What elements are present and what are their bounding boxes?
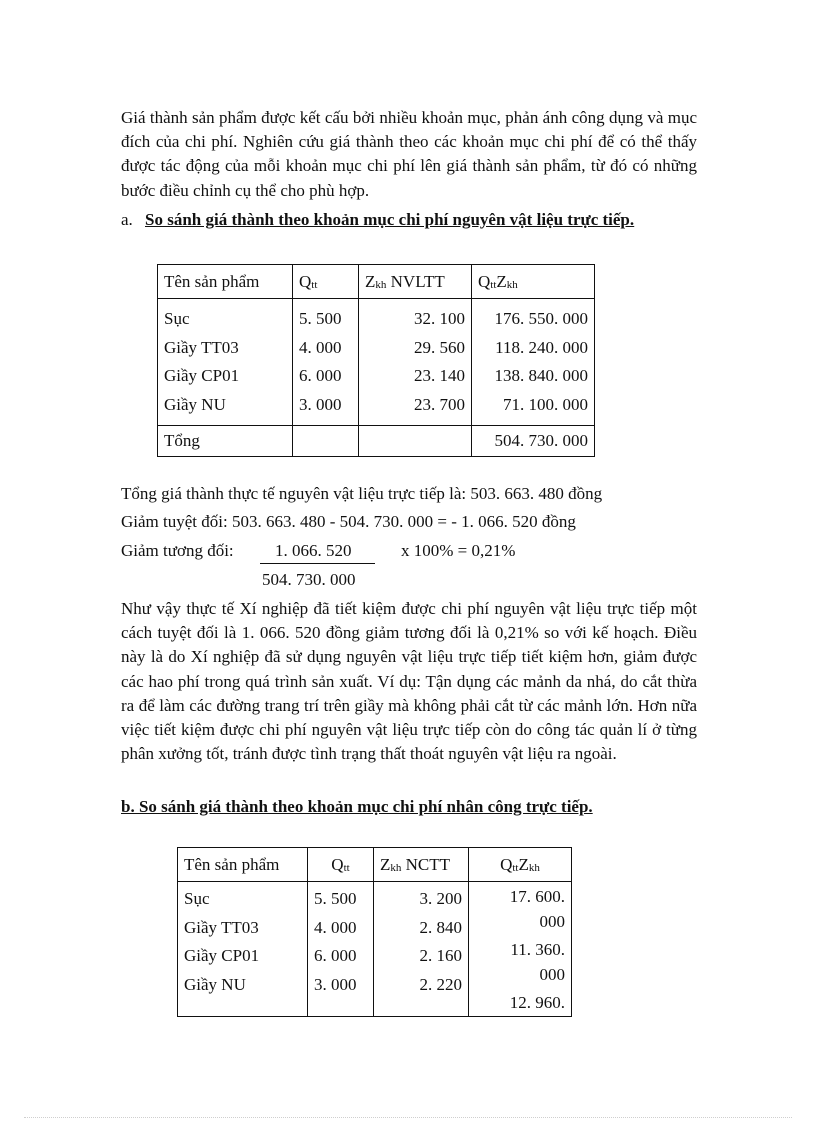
col-zkh-values bbox=[374, 882, 469, 1017]
relative-decrease-result: x 100% = 0,21% bbox=[401, 541, 516, 560]
zkh-value: 23. 140 bbox=[414, 366, 465, 385]
product-name: Giầy CP01 bbox=[184, 946, 260, 965]
qtt-value: 3. 000 bbox=[314, 974, 357, 994]
header-zkh-main: Z bbox=[365, 271, 376, 291]
header-qtt-sub: tt bbox=[311, 278, 318, 291]
table-body-row bbox=[178, 882, 572, 1017]
total-value: 504. 730. 000 bbox=[472, 426, 595, 457]
header-zkh-rest: NVLTT bbox=[386, 271, 445, 291]
qtt-value: 3. 000 bbox=[299, 394, 342, 414]
header-qz bbox=[472, 265, 595, 299]
header-zkh bbox=[359, 265, 472, 299]
fraction-denominator: 504. 730. 000 bbox=[262, 570, 356, 589]
zkh-value: 23. 700 bbox=[414, 394, 465, 414]
col-qtt-values bbox=[293, 299, 359, 426]
header-product-name: Tên sản phẩm bbox=[158, 265, 293, 299]
col-qz-values bbox=[472, 299, 595, 426]
zkh-value: 3. 200 bbox=[419, 889, 462, 908]
zkh-value: 32. 100 bbox=[414, 309, 465, 328]
zkh-value: 2. 220 bbox=[419, 974, 462, 994]
col-product-names bbox=[178, 882, 308, 1017]
qtt-value: 4. 000 bbox=[314, 917, 357, 937]
header-qz-zsub: kh bbox=[528, 861, 540, 874]
header-qtt-sub: tt bbox=[343, 861, 350, 874]
zkh-value: 29. 560 bbox=[414, 337, 465, 357]
fraction-numerator: 1. 066. 520 bbox=[275, 541, 352, 560]
header-product-name: Tên sản phẩm bbox=[178, 848, 308, 882]
col-zkh-values bbox=[359, 299, 472, 426]
intro-paragraph: Giá thành sản phẩm được kết cấu bởi nhiều khoản mục, phản ánh công dụng và mục đích của chi phí. Nghiên cứu giá thành theo các khoản mục chi phí để có thể thấy được tác động của mỗi khoản mục chi phí lên giá thành sản phẩm, từ đó có những bước điều chỉnh cụ thể cho phù hợp. bbox=[121, 108, 697, 200]
product-name: Giầy CP01 bbox=[164, 366, 240, 385]
col-qz-values bbox=[469, 882, 572, 1017]
table-header-row bbox=[158, 265, 595, 299]
header-qz-zsub: kh bbox=[506, 278, 518, 291]
header-qz-z: Z bbox=[496, 271, 507, 291]
header-qtt-main: Q bbox=[331, 854, 344, 874]
qz-value-part: 12. 960. bbox=[509, 993, 565, 1012]
header-qz-q: Q bbox=[478, 271, 491, 291]
relative-decrease-label: Giảm tương đối: bbox=[121, 541, 234, 560]
section-a-marker: a. bbox=[121, 210, 133, 229]
header-qz-qsub: tt bbox=[490, 278, 497, 291]
col-product-names bbox=[158, 299, 293, 426]
conclusion-paragraph: Như vậy thực tế Xí nghiệp đã tiết kiệm được chi phí nguyên vật liệu trực tiếp một cách tuyệt đối là 1. 066. 520 đồng giảm tương đối là 0,21% so với kế hoạch. Điều này là do Xí nghiệp đã sử dụng nguyên vật liệu trực tiếp tiết kiệm hơn, giảm được các hao phí trong quá trình sản xuất. Ví dụ: Tận dụng các mảnh da nhá, do cắt thừa ra để làm các đường trang trí trên giầy mà không phải cắt từ các mảnh lớn. Hơn nữa việc tiết kiệm được chi phí nguyên vật liệu trực tiếp còn do công tác quản lí ở từng phân xưởng tốt, tránh được tình trạng thất thoát nguyên vật liệu ra ngoài. bbox=[121, 599, 697, 764]
header-zkh-main: Z bbox=[380, 854, 391, 874]
qz-value: 138. 840. 000 bbox=[494, 366, 588, 385]
header-zkh bbox=[374, 848, 469, 882]
header-zkh-sub: kh bbox=[375, 278, 387, 291]
table-header-row bbox=[178, 848, 572, 882]
header-qtt bbox=[293, 265, 359, 299]
product-name: Sục bbox=[164, 309, 190, 328]
qtt-value: 5. 500 bbox=[314, 889, 357, 908]
total-empty-zkh bbox=[359, 426, 472, 457]
section-a-heading bbox=[121, 210, 634, 230]
total-label: Tổng bbox=[158, 426, 293, 457]
product-name: Giầy TT03 bbox=[164, 337, 239, 357]
material-cost-table bbox=[157, 264, 595, 457]
page-bottom-border bbox=[24, 1117, 792, 1118]
qz-value-part: 000 bbox=[539, 911, 565, 931]
table-body-row bbox=[158, 299, 595, 426]
header-qtt bbox=[308, 848, 374, 882]
absolute-decrease-line: Giảm tuyệt đối: 503. 663. 480 - 504. 730. 000 = - 1. 066. 520 đồng bbox=[121, 512, 576, 531]
header-qz-qsub: tt bbox=[512, 861, 519, 874]
zkh-value: 2. 160 bbox=[419, 946, 462, 965]
table-total-row bbox=[158, 426, 595, 457]
total-actual-cost-line: Tổng giá thành thực tế nguyên vật liệu trực tiếp là: 503. 663. 480 đồng bbox=[121, 484, 603, 503]
qz-value: 118. 240. 000 bbox=[495, 337, 588, 357]
qtt-value: 6. 000 bbox=[314, 946, 357, 965]
total-empty-qtt bbox=[293, 426, 359, 457]
qz-value: 176. 550. 000 bbox=[494, 309, 588, 328]
header-qz bbox=[469, 848, 572, 882]
qz-value-part: 17. 600. bbox=[509, 887, 565, 906]
qtt-value: 4. 000 bbox=[299, 337, 342, 357]
product-name: Giầy NU bbox=[164, 394, 226, 414]
header-qtt-main: Q bbox=[299, 271, 312, 291]
section-a-title: So sánh giá thành theo khoản mục chi phí nguyên vật liệu trực tiếp. bbox=[145, 210, 635, 229]
product-name: Giầy TT03 bbox=[184, 917, 259, 937]
header-qz-z: Z bbox=[518, 854, 529, 874]
product-name: Giầy NU bbox=[184, 974, 246, 994]
qz-value-part: 000 bbox=[539, 964, 565, 984]
header-zkh-rest: NCTT bbox=[401, 854, 451, 874]
section-b-heading: b. So sánh giá thành theo khoản mục chi phí nhân công trực tiếp. bbox=[121, 797, 593, 816]
col-qtt-values bbox=[308, 882, 374, 1017]
header-qz-q: Q bbox=[500, 854, 513, 874]
header-zkh-sub: kh bbox=[390, 861, 402, 874]
product-name: Sục bbox=[184, 889, 210, 908]
qtt-value: 5. 500 bbox=[299, 309, 342, 328]
qz-value-part: 11. 360. bbox=[510, 940, 565, 959]
labor-cost-table bbox=[177, 847, 572, 1017]
qz-value: 71. 100. 000 bbox=[503, 394, 588, 414]
fraction-bar bbox=[260, 563, 375, 564]
qtt-value: 6. 000 bbox=[299, 366, 342, 385]
zkh-value: 2. 840 bbox=[419, 917, 462, 937]
